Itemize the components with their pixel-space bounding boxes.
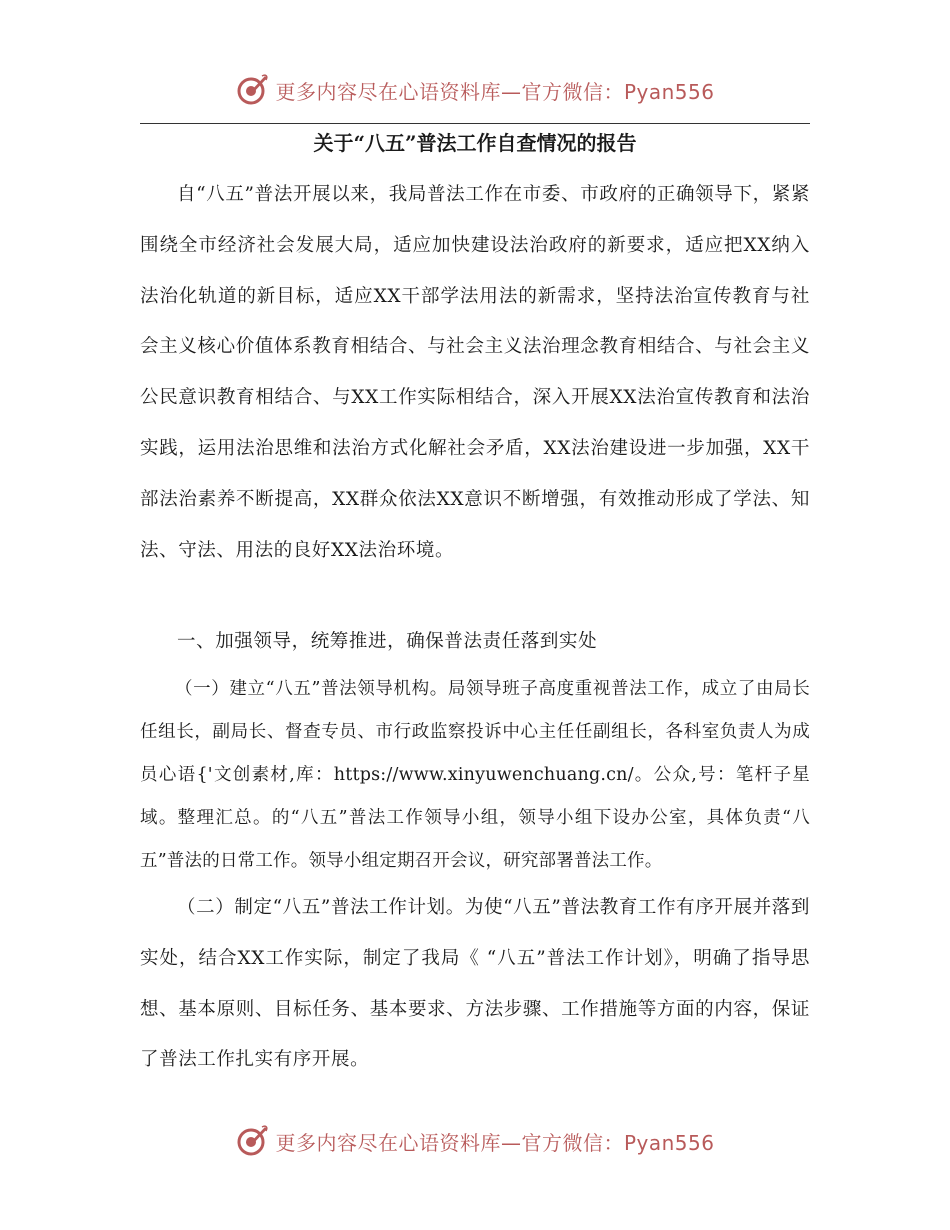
- paragraph-subsection-2: （二）制定“八五”普法工作计划。为使“八五”普法教育工作有序开展并落到实处，结合XX工作实际，制定了我局《 “八五”普法工作计划》，明确了指导思想、基本原则、目标任务、基本要求、方法步骤、工作措施等方面的内容，保证了普法工作扎实有序开展。: [140, 897, 810, 1071]
- header-rule: [140, 123, 810, 124]
- watermark-text: 更多内容尽在心语资料库—官方微信：Pyan556: [275, 79, 715, 104]
- header-watermark: [0, 70, 950, 110]
- quill-seal-logo-icon: [235, 1124, 269, 1158]
- paragraph-intro: 自“八五”普法开展以来，我局普法工作在市委、市政府的正确领导下，紧紧围绕全市经济社会发展大局，适应加快建设法治政府的新要求，适应把XX纳入法治化轨道的新目标，适应XX干部学法用法的新需求，坚持法治宣传教育与社会主义核心价值体系教育相结合、与社会主义法治理念教育相结合、与社会主义公民意识教育相结合、与XX工作实际相结合，深入开展XX法治宣传教育和法治实践，运用法治思维和法治方式化解社会矛盾，XX法治建设进一步加强，XX干部法治素养不断提高，XX群众依法XX意识不断增强，有效推动形成了学法、知法、守法、用法的良好XX法治环境。: [140, 184, 810, 561]
- document-title: 关于“八五”普法工作自查情况的报告: [313, 131, 637, 155]
- watermark-text: 更多内容尽在心语资料库—官方微信：Pyan556: [275, 1130, 715, 1155]
- quill-seal-logo-icon: [235, 73, 269, 107]
- section-heading-1: 一、加强领导，统筹推进，确保普法责任落到实处: [177, 631, 598, 652]
- paragraph-subsection-1: （一）建立“八五”普法领导机构。局领导班子高度重视普法工作，成立了由局长任组长，副局长、督查专员、市行政监察投诉中心主任任副组长，各科室负责人为成员心语{'文创素材,库：https://www.xinyuwenchuang.cn/。公众,号：笔杆子星域。整理汇总。的“八五”普法工作领导小组，领导小组下设办公室，具体负责“八五”普法的日常工作。领导小组定期召开会议，研究部署普法工作。: [140, 679, 810, 871]
- footer-watermark: [0, 1121, 950, 1161]
